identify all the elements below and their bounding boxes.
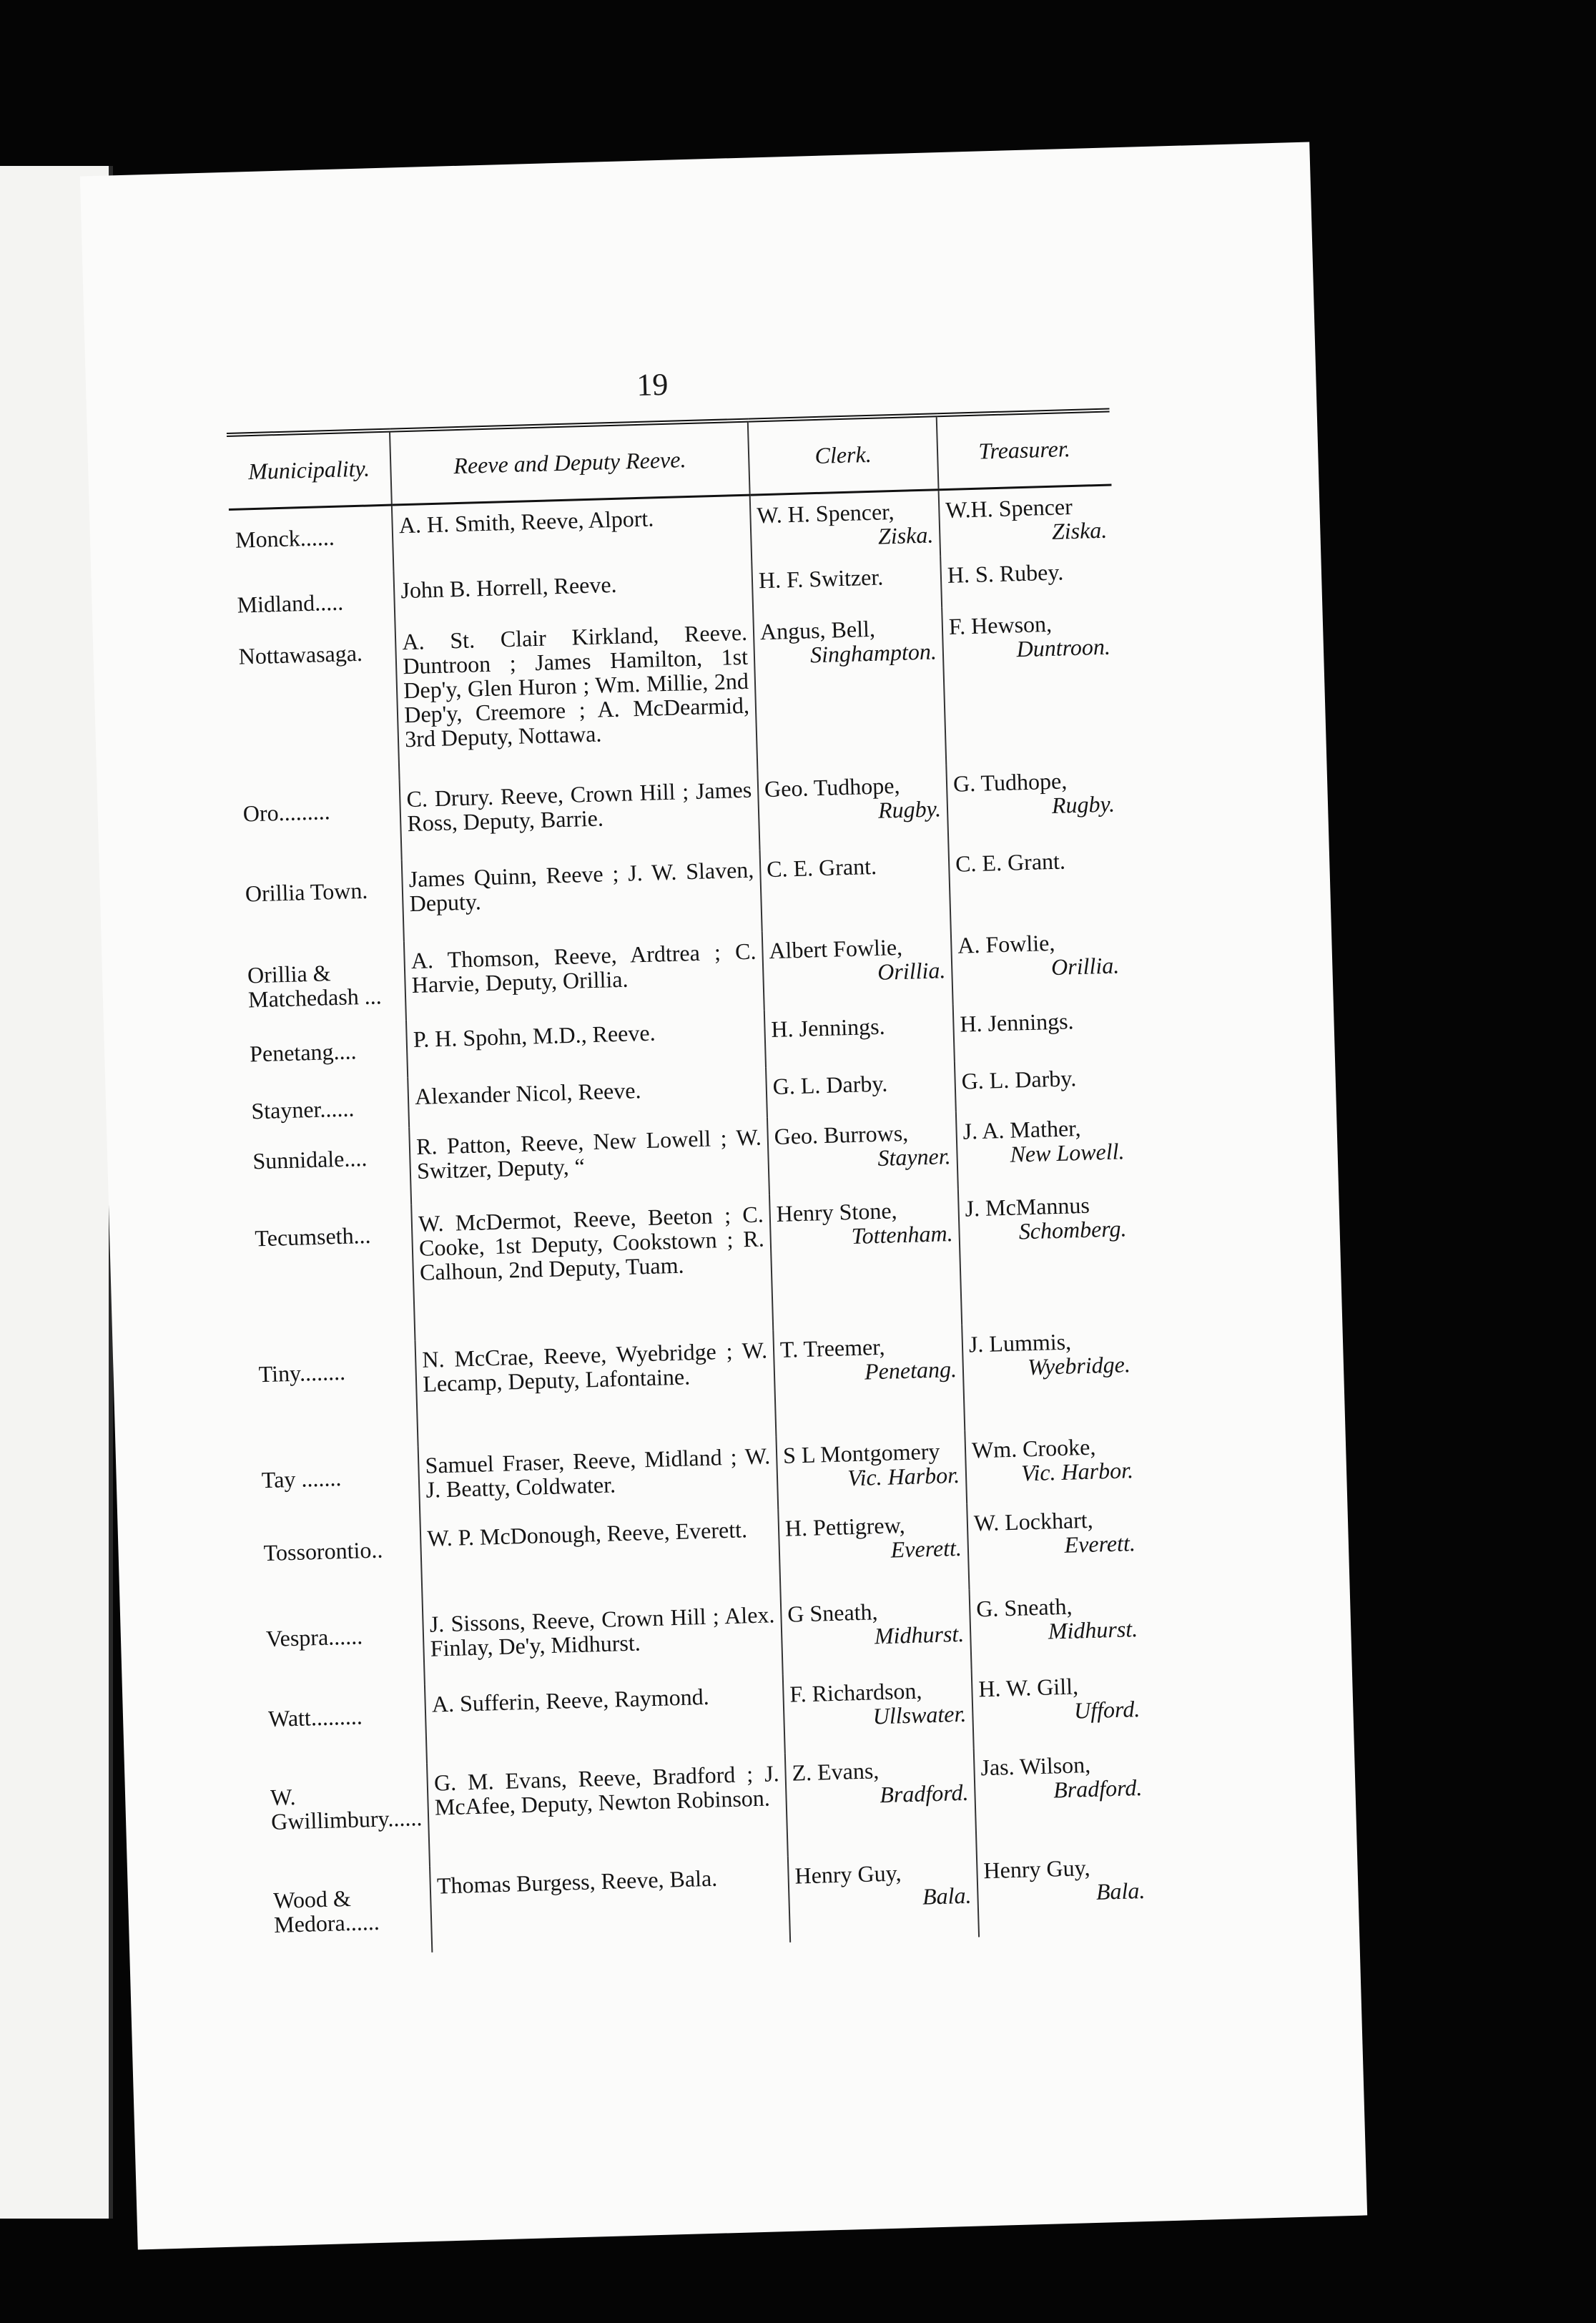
treasurer-place: Ufford. [1073,1695,1141,1724]
clerk-name: Henry Stone, [776,1197,897,1227]
table-row [248,1184,1135,1345]
table-row [232,602,1120,784]
treasurer-cell [962,1320,1138,1431]
treasurer-place: Wyebridge. [1027,1350,1131,1380]
treasurer-name: H. Jennings. [959,1007,1074,1037]
header-treasurer: Treasurer. [937,411,1112,490]
clerk-place: Bala. [922,1882,972,1910]
clerk-cell [757,765,948,850]
clerk-cell [764,1004,955,1066]
treasurer-name: J. McMannus [965,1192,1090,1222]
header-reeve: Reeve and Deputy Reeve. [390,421,749,505]
clerk-cell [781,1589,972,1674]
treasurer-name: W.H. Spencer [945,493,1073,523]
treasurer-name: W. Lockhart, [973,1506,1094,1536]
clerk-place: Penetang. [864,1355,957,1385]
treasurer-cell [958,1184,1135,1325]
municipality-cell: Tossorontio.. [263,1536,383,1566]
reeve-cell: W. McDermot, Reeve, Beeton ; C. Cooke, 1st Deputy, Cookstown ; R. Calhoun, 2nd Deputy, Tuam. [411,1194,773,1340]
reeve-cell: N. McCrae, Reeve, Wyebridge ; W. Lecamp, Deputy, Lafontaine. [415,1330,777,1446]
treasurer-name: A. Fowlie, [957,929,1055,958]
clerk-cell [773,1325,965,1435]
treasurer-place: Bala. [1095,1877,1146,1905]
municipality-cell: Orillia & Matchedash ... [247,959,383,1012]
clerk-cell [753,607,946,770]
clerk-name: Geo. Burrows, [774,1119,909,1149]
treasurer-name: H. W. Gill, [977,1672,1079,1701]
treasurer-cell [940,551,1115,607]
treasurer-cell [951,921,1126,1005]
treasurer-cell [965,1425,1140,1503]
header-clerk: Clerk. [748,415,939,495]
treasurer-place: New Lowell. [1009,1137,1125,1167]
clerk-name: H. F. Switzer. [758,563,884,593]
clerk-cell [752,556,942,612]
page-number: 19 [636,366,669,403]
clerk-cell [759,845,950,931]
clerk-place: Singhampton. [809,637,937,667]
treasurer-name: G. Tudhope, [952,767,1068,797]
treasurer-cell [946,760,1121,845]
clerk-name: Henry Guy, [794,1859,902,1889]
clerk-place: Midhurst. [874,1620,965,1649]
treasurer-name: Jas. Wilson, [980,1751,1091,1780]
clerk-cell [776,1430,967,1508]
municipality-cell: Vespra...... [265,1622,363,1651]
municipality-cell: Tiny........ [258,1358,346,1387]
municipality-cell: Stayner...... [250,1094,355,1124]
reeve-cell: Thomas Burgess, Reeve, Bala. [430,1856,790,1952]
clerk-cell [788,1851,979,1942]
clerk-place: Ziska. [877,521,934,549]
municipality-cell: Oro......... [242,797,331,827]
treasurer-place: Duntroon. [1016,633,1111,662]
clerk-place: Orillia. [877,956,946,985]
treasurer-cell [977,1846,1152,1937]
reeve-cell: A. St. Clair Kirkland, Reeve. Duntroon ; James Hamilton, 1st Dep'y, Glen Huron ; Wm. Millie, 2nd Dep'y, Creemore ; A. McDearmid, 3rd Deputy, Nottawa. [395,612,758,780]
reeve-cell: C. Drury. Reeve, Crown Hill ; James Ross, Deputy, Barrie. [400,770,760,860]
clerk-name: S L Montgomery [782,1438,940,1468]
reeve-cell: Samuel Fraser, Reeve, Midland ; W. J. Beatty, Coldwater. [418,1436,778,1519]
municipality-cell: W. Gwillimbury...... [270,1783,423,1835]
municipality-cell: Watt......... [267,1702,363,1732]
clerk-name: F. Richardson, [789,1677,922,1707]
treasurer-cell [955,1057,1129,1112]
header-municipality: Municipality. [227,431,392,510]
clerk-place: Tottenham. [851,1219,954,1249]
clerk-name: H. Jennings. [770,1013,886,1042]
municipality-cell: Tecumseth... [254,1222,371,1251]
clerk-cell [750,490,941,561]
municipality-cell: Penetang.... [249,1037,357,1066]
treasurer-cell [948,840,1123,926]
treasurer-name: G. Sneath, [975,1593,1073,1621]
reeve-cell: J. Sissons, Reeve, Crown Hill ; Alex. Finlay, De'y, Midhurst. [423,1594,783,1684]
treasurer-place: Rugby. [1051,790,1115,818]
treasurer-name: Wm. Crooke, [971,1433,1096,1463]
clerk-name: Geo. Tudhope, [764,772,900,802]
municipality-cell: Monck...... [235,524,335,553]
treasurer-cell [939,485,1113,556]
clerk-place: Ullswater. [872,1700,967,1729]
clerk-name: G Sneath, [787,1598,878,1627]
reeve-cell: P. H. Spohn, M.D., Reeve. [406,1010,766,1077]
treasurer-name: J. A. Mather, [962,1114,1081,1144]
clerk-name: W. H. Spencer, [756,498,895,529]
clerk-name: G. L. Darby. [772,1070,888,1099]
clerk-place: Everett. [890,1534,962,1563]
treasurer-place: Midhurst. [1048,1615,1138,1644]
treasurer-cell [974,1743,1150,1851]
treasurer-name: F. Hewson, [948,610,1053,639]
treasurer-cell [956,1107,1131,1189]
clerk-name: H. Pettigrew, [784,1511,906,1541]
reeve-cell: Alexander Nicol, Reeve. [408,1067,767,1127]
treasurer-place: Orillia. [1050,951,1120,980]
clerk-place: Rugby. [877,795,942,823]
treasurer-place: Vic. Harbor. [1020,1456,1134,1486]
clerk-place: Stayner. [877,1142,952,1171]
reeve-cell: G. M. Evans, Reeve, Bradford ; J. McAfee, Deputy, Newton Robinson. [427,1753,788,1866]
clerk-cell [783,1669,974,1753]
treasurer-place: Bradford. [1053,1774,1143,1802]
municipal-officers-table [227,408,1152,1957]
municipality-cell: Sunnidale.... [252,1144,368,1174]
treasurer-place: Ziska. [1051,516,1108,544]
treasurer-cell [942,602,1119,765]
municipality-cell: Orillia Town. [245,877,368,907]
document-page [80,142,1367,2250]
clerk-cell [762,925,953,1009]
reeve-cell: John B. Horrell, Reeve. [394,561,754,622]
treasurer-name: Henry Guy, [982,1854,1090,1883]
treasurer-name: C. E. Grant. [955,847,1066,877]
treasurer-name: G. L. Darby. [961,1064,1077,1094]
reeve-cell: A. Thomson, Reeve, Ardtrea ; C. Harvie, Deputy, Orillia. [404,931,764,1020]
treasurer-cell [972,1664,1147,1748]
clerk-place: Bradford. [879,1779,969,1807]
reeve-cell: A. Sufferin, Reeve, Raymond. [425,1674,785,1763]
clerk-name: C. E. Grant. [766,853,877,882]
treasurer-cell [969,1584,1144,1669]
clerk-cell [766,1061,956,1116]
treasurer-place: Everett. [1064,1529,1136,1558]
municipality-cell: Wood & Medora...... [272,1885,380,1938]
treasurer-name: J. Lummis, [968,1328,1072,1357]
treasurer-place: Schomberg. [1018,1214,1127,1244]
clerk-cell [769,1189,962,1330]
reeve-cell: W. P. McDonough, Reeve, Everett. [420,1509,781,1605]
municipality-cell: Nottawasaga. [238,639,363,669]
clerk-name: Z. Evans, [791,1757,880,1786]
treasurer-cell [967,1498,1142,1589]
clerk-name: T. Treemer, [779,1333,885,1362]
municipality-cell: Midland..... [237,589,344,618]
clerk-cell [785,1748,977,1856]
clerk-name: Angus, Bell, [759,615,876,644]
clerk-place: Vic. Harbor. [847,1461,960,1490]
clerk-cell [767,1111,958,1194]
clerk-cell [778,1503,969,1594]
clerk-name: Albert Fowlie, [768,933,903,963]
reeve-cell: R. Patton, Reeve, New Lowell ; W. Switzer, Deputy, “ [409,1117,769,1204]
reeve-cell: James Quinn, Reeve ; J. W. Slaven, Deputy. [402,850,762,941]
municipality-cell: Tay ....... [261,1464,342,1493]
treasurer-cell [953,1000,1128,1062]
reeve-cell: A. H. Smith, Reeve, Alport. [392,495,752,571]
treasurer-name: H. S. Rubey. [947,558,1064,588]
